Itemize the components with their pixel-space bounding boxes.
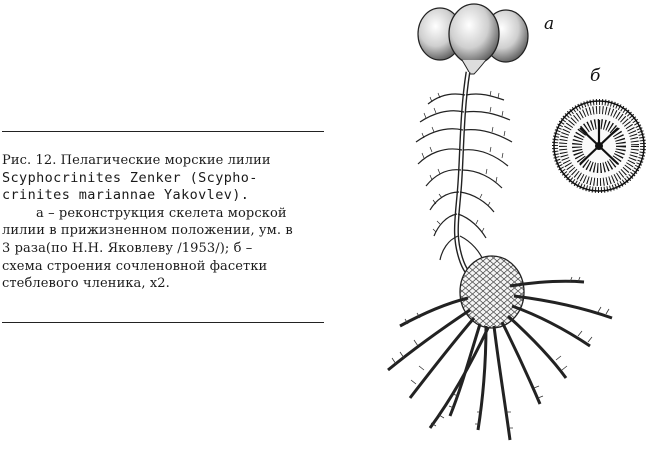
figure-label-b: б	[590, 66, 601, 86]
stem-facet-diagram	[554, 101, 644, 191]
caption-line-8: стеблевого членика, х2.	[2, 276, 170, 292]
caption-line-4: а – реконструкция скелета морской	[36, 205, 287, 221]
crinoid-calyx	[460, 256, 524, 328]
caption-line-1: Рис. 12. Пелагические морские лилии	[2, 153, 271, 168]
caption-line-6: 3 раза(по Н.Н. Яковлеву /1953/); б –	[2, 240, 253, 256]
caption-line-7: схема строения сочленовной фасетки	[2, 258, 268, 274]
caption-line-3: crinites mariannae Yakovlev).	[2, 187, 250, 204]
caption-line-5: лилии в прижизненном положении, ум. в	[2, 223, 293, 239]
caption-line-2: Scyphocrinites Zenker (Scypho-	[2, 169, 258, 186]
float-bulb	[418, 4, 528, 74]
figure-label-a: а	[544, 14, 555, 34]
